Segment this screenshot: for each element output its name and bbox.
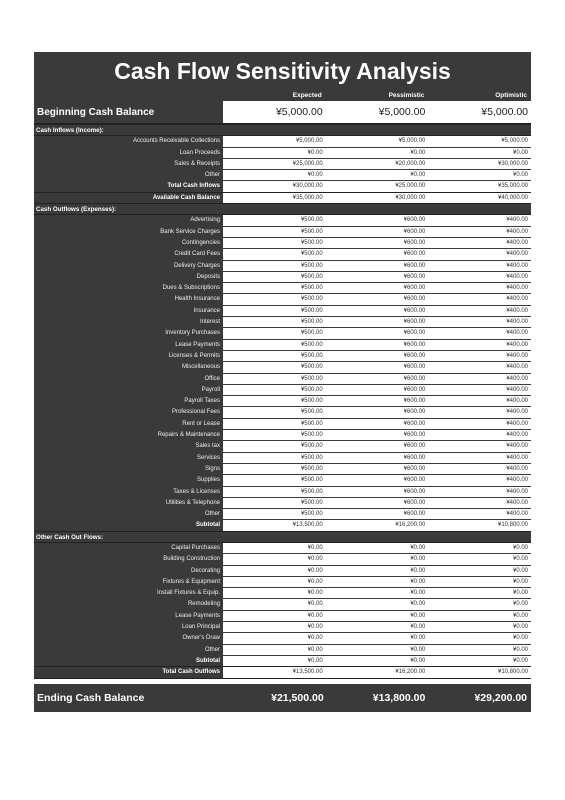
cell-optimistic: ¥0.00	[513, 556, 529, 563]
cell-optimistic: ¥400.00	[506, 364, 529, 371]
cell-pessimistic: ¥30,000.00	[395, 194, 426, 201]
cell-expected: ¥500.00	[300, 511, 323, 518]
cell-pessimistic: ¥600.00	[403, 511, 426, 518]
row-label: Delivery Charges	[34, 261, 223, 271]
cell-expected: ¥500.00	[300, 488, 323, 495]
table-row	[34, 554, 531, 565]
row-label: Interest	[34, 317, 223, 327]
table-row	[34, 294, 531, 305]
cell-optimistic: ¥0.00	[513, 635, 529, 642]
cell-expected: ¥500.00	[300, 398, 323, 405]
cell-expected: ¥500.00	[300, 420, 323, 427]
cell-pessimistic: ¥0.00	[410, 657, 426, 664]
cell-pessimistic: ¥600.00	[403, 228, 426, 235]
row-label: Other	[34, 170, 223, 180]
beginning-pessimistic: ¥5,000.00	[378, 106, 426, 118]
cell-pessimistic: ¥600.00	[403, 262, 426, 269]
table-row	[34, 396, 531, 407]
cell-expected: ¥500.00	[300, 364, 323, 371]
row-label: Building Construction	[34, 554, 223, 564]
row-label: Available Cash Balance	[34, 193, 223, 203]
cell-expected: ¥5,000.00	[295, 138, 323, 145]
outflow-subtotal	[34, 520, 531, 531]
table-row	[34, 543, 531, 554]
cell-optimistic: ¥0.00	[513, 544, 529, 551]
row-label: Advertising	[34, 215, 223, 225]
cell-expected: ¥13,500.00	[292, 669, 323, 676]
row-label: Rent or Lease	[34, 419, 223, 429]
row-label: Accounts Receivable Collections	[34, 136, 223, 146]
row-label: Loan Proceeds	[34, 148, 223, 158]
table-row	[34, 419, 531, 430]
column-header-expected: Expected	[292, 92, 322, 99]
row-label: Lease Payments	[34, 611, 223, 621]
row-label: Payroll Taxes	[34, 396, 223, 406]
row-label: Taxes & Licenses	[34, 487, 223, 497]
cell-pessimistic: ¥600.00	[403, 398, 426, 405]
row-label: Inventory Purchases	[34, 328, 223, 338]
table-row	[34, 159, 531, 170]
inflow-rows	[34, 136, 531, 181]
cell-expected: ¥500.00	[300, 262, 323, 269]
row-label: Services	[34, 453, 223, 463]
row-label: Utilities & Telephone	[34, 498, 223, 508]
cell-optimistic: ¥400.00	[506, 398, 529, 405]
cell-optimistic: ¥400.00	[506, 432, 529, 439]
cell-optimistic: ¥400.00	[506, 217, 529, 224]
cell-expected: ¥500.00	[300, 386, 323, 393]
table-row	[34, 238, 531, 249]
table-row	[34, 407, 531, 418]
cell-optimistic: ¥400.00	[506, 273, 529, 280]
table-row	[34, 317, 531, 328]
row-label: Total Cash Outflows	[34, 667, 223, 677]
cell-optimistic: ¥0.00	[513, 657, 529, 664]
table-row	[34, 599, 531, 610]
total-row	[34, 656, 531, 667]
table-row	[34, 306, 531, 317]
cell-pessimistic: ¥16,200.00	[395, 522, 426, 529]
row-label: Supplies	[34, 475, 223, 485]
row-label: Loan Principal	[34, 622, 223, 632]
cell-pessimistic: ¥600.00	[403, 364, 426, 371]
row-label: Deposits	[34, 272, 223, 282]
table-row	[34, 283, 531, 294]
total-row	[34, 667, 531, 678]
total-row	[34, 193, 531, 204]
cell-expected: ¥500.00	[300, 375, 323, 382]
cell-optimistic: ¥400.00	[506, 307, 529, 314]
cell-expected: ¥0.00	[307, 624, 323, 631]
cell-pessimistic: ¥600.00	[403, 352, 426, 359]
cell-expected: ¥500.00	[300, 217, 323, 224]
table-row	[34, 136, 531, 147]
other-outflow-totals	[34, 656, 531, 679]
cell-optimistic: ¥400.00	[506, 477, 529, 484]
cell-pessimistic: ¥600.00	[403, 285, 426, 292]
table-row	[34, 430, 531, 441]
cell-pessimistic: ¥0.00	[410, 544, 426, 551]
cell-expected: ¥500.00	[300, 454, 323, 461]
cell-optimistic: ¥400.00	[506, 228, 529, 235]
table-row	[34, 566, 531, 577]
row-label: Lease Payments	[34, 340, 223, 350]
inflow-totals	[34, 181, 531, 204]
cell-optimistic: ¥400.00	[506, 251, 529, 258]
cell-pessimistic: ¥600.00	[403, 420, 426, 427]
table-row	[34, 148, 531, 159]
cell-pessimistic: ¥600.00	[403, 409, 426, 416]
cell-optimistic: ¥400.00	[506, 341, 529, 348]
table-row	[34, 475, 531, 486]
ending-balance-label: Ending Cash Balance	[37, 691, 145, 704]
cell-expected: ¥0.00	[307, 149, 323, 156]
cell-pessimistic: ¥20,000.00	[395, 160, 426, 167]
cell-expected: ¥0.00	[307, 646, 323, 653]
cell-expected: ¥500.00	[300, 251, 323, 258]
cell-optimistic: ¥400.00	[506, 386, 529, 393]
cell-expected: ¥500.00	[300, 443, 323, 450]
cell-optimistic: ¥35,000.00	[497, 183, 529, 190]
cell-optimistic: ¥400.00	[506, 499, 529, 506]
table-row	[34, 645, 531, 656]
cell-optimistic: ¥400.00	[506, 296, 529, 303]
row-label: Fixtures & Equipment	[34, 577, 223, 587]
cell-optimistic: ¥400.00	[506, 330, 529, 337]
cell-expected: ¥500.00	[300, 499, 323, 506]
row-label: Install Fixtures & Equip.	[34, 588, 223, 598]
row-label: Sales tax	[34, 441, 223, 451]
cell-expected: ¥500.00	[300, 319, 323, 326]
cell-optimistic: ¥400.00	[506, 488, 529, 495]
table-row	[34, 215, 531, 226]
cell-pessimistic: ¥600.00	[403, 432, 426, 439]
cell-optimistic: ¥400.00	[506, 352, 529, 359]
cell-pessimistic: ¥600.00	[403, 239, 426, 246]
row-label: Credit Card Fees	[34, 249, 223, 259]
cell-pessimistic: ¥600.00	[403, 341, 426, 348]
cell-expected: ¥500.00	[300, 330, 323, 337]
cell-optimistic: ¥400.00	[506, 454, 529, 461]
cell-optimistic: ¥0.00	[513, 149, 529, 156]
cell-pessimistic: ¥5,000.00	[398, 138, 426, 145]
beginning-balance-label: Beginning Cash Balance	[34, 101, 223, 123]
cell-expected: ¥0.00	[307, 635, 323, 642]
cell-pessimistic: ¥0.00	[410, 567, 426, 574]
table-row	[34, 170, 531, 181]
row-label: Payroll	[34, 385, 223, 395]
cell-pessimistic: ¥0.00	[410, 646, 426, 653]
table-row	[34, 362, 531, 373]
table-row	[34, 498, 531, 509]
row-label: Signs	[34, 464, 223, 474]
cell-pessimistic: ¥600.00	[403, 477, 426, 484]
cell-optimistic: ¥400.00	[506, 319, 529, 326]
column-header-optimistic: Optimistic	[495, 92, 528, 99]
cell-expected: ¥500.00	[300, 432, 323, 439]
row-label: Miscellaneous	[34, 362, 223, 372]
cell-expected: ¥0.00	[307, 172, 323, 179]
cell-optimistic: ¥0.00	[513, 612, 529, 619]
table-row	[34, 453, 531, 464]
cell-optimistic: ¥400.00	[506, 420, 529, 427]
row-label: Capital Purchases	[34, 543, 223, 553]
cell-optimistic: ¥400.00	[506, 239, 529, 246]
cell-expected: ¥500.00	[300, 352, 323, 359]
other-outflows-header: Other Cash Out Flows:	[34, 532, 531, 543]
table-row	[34, 328, 531, 339]
subtotal-row	[34, 520, 531, 531]
row-label: Total Cash Inflows	[34, 181, 223, 191]
cell-pessimistic: ¥600.00	[403, 386, 426, 393]
row-label: Bank Service Charges	[34, 227, 223, 237]
cell-pessimistic: ¥600.00	[403, 319, 426, 326]
ending-pessimistic: ¥13,800.00	[372, 691, 426, 704]
cell-pessimistic: ¥600.00	[403, 443, 426, 450]
row-label: Insurance	[34, 306, 223, 316]
cell-pessimistic: ¥0.00	[410, 556, 426, 563]
cell-expected: ¥0.00	[307, 556, 323, 563]
cell-optimistic: ¥0.00	[513, 567, 529, 574]
cell-optimistic: ¥400.00	[506, 443, 529, 450]
table-row	[34, 577, 531, 588]
cell-pessimistic: ¥600.00	[403, 465, 426, 472]
table-row	[34, 633, 531, 644]
cell-expected: ¥30,000.00	[292, 183, 323, 190]
cell-expected: ¥0.00	[307, 612, 323, 619]
table-row	[34, 374, 531, 385]
cell-pessimistic: ¥0.00	[410, 635, 426, 642]
ending-expected: ¥21,500.00	[271, 691, 324, 704]
sheet-title: Cash Flow Sensitivity Analysis	[34, 52, 531, 90]
row-label: Subtotal	[34, 656, 223, 666]
beginning-optimistic: ¥5,000.00	[481, 106, 529, 118]
cell-expected: ¥500.00	[300, 228, 323, 235]
row-label: Contingencies	[34, 238, 223, 248]
outflow-rows	[34, 215, 531, 520]
table-row	[34, 509, 531, 520]
cell-expected: ¥500.00	[300, 239, 323, 246]
cell-optimistic: ¥30,000.00	[497, 160, 529, 167]
cell-pessimistic: ¥600.00	[403, 251, 426, 258]
cell-pessimistic: ¥0.00	[410, 612, 426, 619]
beginning-expected: ¥5,000.00	[275, 106, 323, 118]
cell-optimistic: ¥0.00	[513, 172, 529, 179]
ending-optimistic: ¥29,200.00	[474, 691, 528, 704]
cell-optimistic: ¥0.00	[513, 624, 529, 631]
row-label: Other	[34, 645, 223, 655]
table-row	[34, 340, 531, 351]
other-outflow-rows	[34, 543, 531, 656]
row-label: Other	[34, 509, 223, 519]
cell-optimistic: ¥10,800.00	[497, 522, 529, 529]
column-header-pessimistic: Pessimistic	[388, 92, 425, 99]
cell-expected: ¥0.00	[307, 567, 323, 574]
row-label: Professional Fees	[34, 407, 223, 417]
cell-expected: ¥25,000.00	[292, 160, 323, 167]
column-header-row	[34, 90, 531, 101]
cell-optimistic: ¥10,800.00	[497, 669, 529, 676]
cell-pessimistic: ¥0.00	[410, 624, 426, 631]
cell-pessimistic: ¥0.00	[410, 149, 426, 156]
table-row	[34, 611, 531, 622]
row-label: Owner's Draw	[34, 633, 223, 643]
cell-pessimistic: ¥0.00	[410, 590, 426, 597]
cell-pessimistic: ¥600.00	[403, 488, 426, 495]
table-row	[34, 272, 531, 283]
cell-pessimistic: ¥0.00	[410, 172, 426, 179]
table-row	[34, 487, 531, 498]
cell-expected: ¥0.00	[307, 578, 323, 585]
cell-pessimistic: ¥0.00	[410, 578, 426, 585]
row-label: Repairs & Maintenance	[34, 430, 223, 440]
row-label: Sales & Receipts	[34, 159, 223, 169]
cell-expected: ¥500.00	[300, 341, 323, 348]
row-label: Remodeling	[34, 599, 223, 609]
table-row	[34, 385, 531, 396]
cell-optimistic: ¥5,000.00	[501, 138, 529, 145]
cell-optimistic: ¥400.00	[506, 465, 529, 472]
table-row	[34, 622, 531, 633]
inflows-header: Cash Inflows (Income):	[34, 125, 531, 136]
cell-pessimistic: ¥600.00	[403, 375, 426, 382]
cell-expected: ¥0.00	[307, 657, 323, 664]
table-row	[34, 249, 531, 260]
cell-pessimistic: ¥600.00	[403, 499, 426, 506]
table-row	[34, 351, 531, 362]
cell-pessimistic: ¥600.00	[403, 217, 426, 224]
row-label: Office	[34, 374, 223, 384]
cell-expected: ¥500.00	[300, 307, 323, 314]
cell-pessimistic: ¥25,000.00	[395, 183, 426, 190]
cell-pessimistic: ¥600.00	[403, 273, 426, 280]
beginning-balance-row	[34, 101, 531, 125]
cell-optimistic: ¥0.00	[513, 601, 529, 608]
cell-optimistic: ¥400.00	[506, 409, 529, 416]
total-row	[34, 181, 531, 192]
outflows-header: Cash Outflows (Expenses):	[34, 204, 531, 215]
cell-optimistic: ¥400.00	[506, 375, 529, 382]
cell-expected: ¥500.00	[300, 296, 323, 303]
table-row	[34, 441, 531, 452]
cell-optimistic: ¥40,000.00	[497, 194, 529, 201]
cell-pessimistic: ¥600.00	[403, 307, 426, 314]
row-label: Dues & Subscriptions	[34, 283, 223, 293]
cell-expected: ¥500.00	[300, 273, 323, 280]
cell-optimistic: ¥400.00	[506, 262, 529, 269]
cell-optimistic: ¥400.00	[506, 285, 529, 292]
table-row	[34, 588, 531, 599]
row-label: Decorating	[34, 566, 223, 576]
cash-flow-sheet	[34, 52, 531, 712]
cell-optimistic: ¥0.00	[513, 578, 529, 585]
cell-pessimistic: ¥600.00	[403, 296, 426, 303]
cell-pessimistic: ¥16,200.00	[395, 669, 426, 676]
cell-expected: ¥0.00	[307, 590, 323, 597]
table-row	[34, 464, 531, 475]
cell-optimistic: ¥0.00	[513, 646, 529, 653]
cell-optimistic: ¥0.00	[513, 590, 529, 597]
row-label: Licenses & Permits	[34, 351, 223, 361]
cell-optimistic: ¥400.00	[506, 511, 529, 518]
cell-expected: ¥500.00	[300, 285, 323, 292]
cell-pessimistic: ¥600.00	[403, 330, 426, 337]
cell-expected: ¥0.00	[307, 544, 323, 551]
cell-pessimistic: ¥0.00	[410, 601, 426, 608]
cell-expected: ¥500.00	[300, 465, 323, 472]
row-label: Subtotal	[34, 520, 223, 530]
cell-pessimistic: ¥600.00	[403, 454, 426, 461]
cell-expected: ¥13,500.00	[292, 522, 323, 529]
ending-balance-row	[34, 684, 531, 712]
row-label: Health Insurance	[34, 294, 223, 304]
cell-expected: ¥0.00	[307, 601, 323, 608]
cell-expected: ¥500.00	[300, 477, 323, 484]
cell-expected: ¥500.00	[300, 409, 323, 416]
table-row	[34, 227, 531, 238]
cell-expected: ¥35,000.00	[292, 194, 323, 201]
table-row	[34, 261, 531, 272]
